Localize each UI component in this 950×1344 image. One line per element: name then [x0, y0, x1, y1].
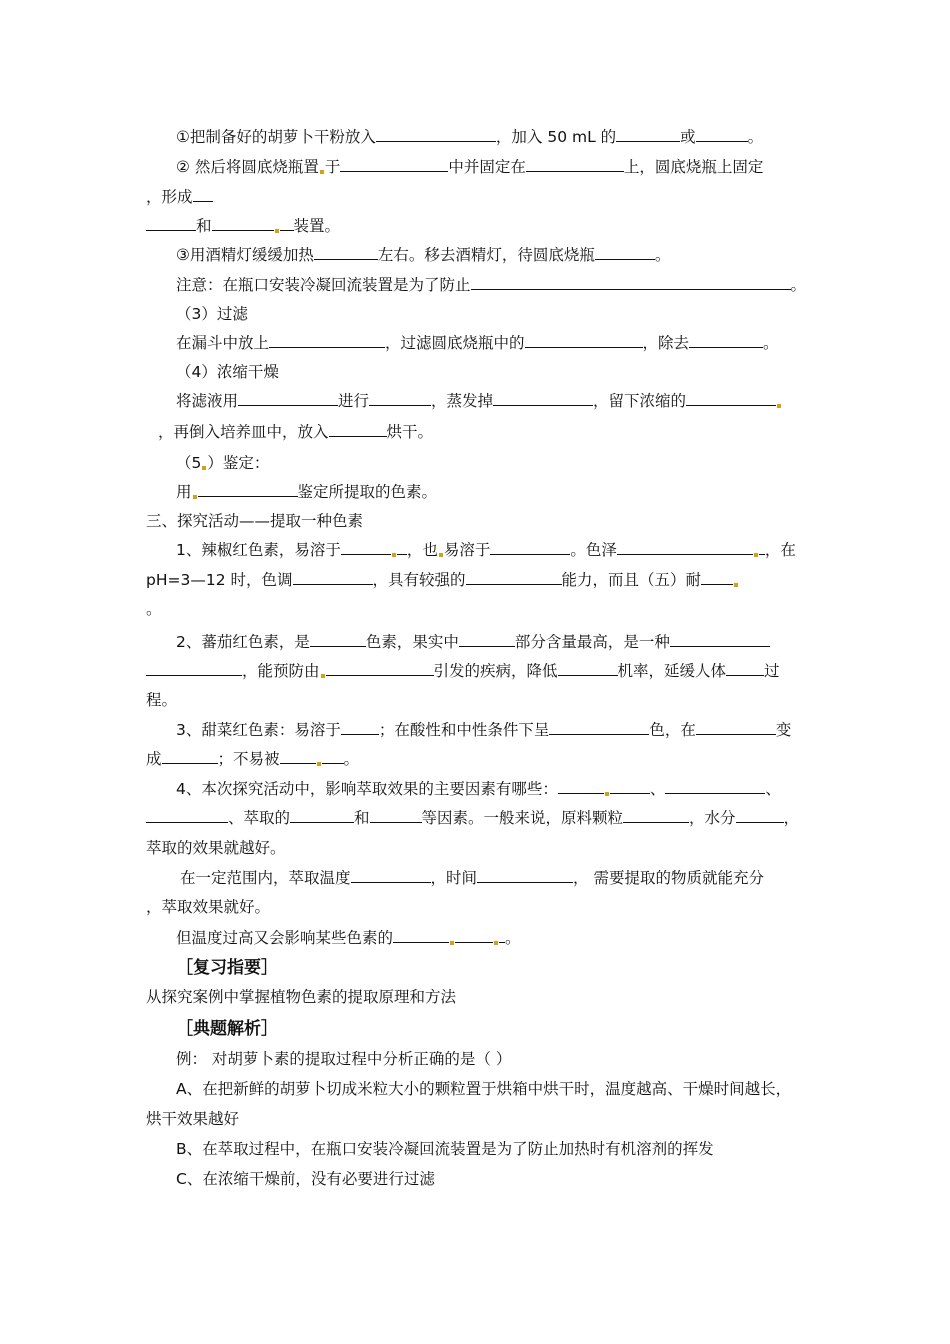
text-segment: 。	[343, 750, 360, 768]
fill-in-blank	[322, 748, 344, 764]
text-segment: ，再倒入培养皿中，放入	[158, 423, 329, 441]
mark-dot	[202, 466, 206, 470]
text-segment: 中并固定在	[448, 158, 526, 176]
text-segment: 三、探究活动——提取一种色素	[146, 512, 364, 530]
text-line	[176, 332, 779, 354]
fill-in-blank	[701, 569, 733, 585]
text-line	[176, 539, 796, 561]
text-segment: 烘干效果越好	[146, 1110, 240, 1128]
text-line	[146, 598, 162, 620]
text-segment: ，具有较强的	[372, 571, 466, 589]
text-segment: 等因素。一般来说，原料颗粒	[421, 809, 624, 827]
text-line	[176, 303, 248, 325]
text-line	[176, 126, 763, 148]
section-heading	[176, 1018, 278, 1040]
fill-in-blank	[314, 244, 378, 260]
fill-in-blank	[280, 215, 294, 231]
fill-in-blank	[340, 156, 448, 172]
fill-in-blank	[696, 126, 748, 142]
text-segment: 引发的疾病，降低	[433, 662, 558, 680]
text-segment: ［典题解析］	[176, 1019, 278, 1039]
text-line	[176, 361, 279, 383]
text-segment: ①把制备好的胡萝卜干粉放入	[176, 128, 376, 146]
text-segment: ② 然后将圆底烧瓶置	[176, 158, 319, 176]
text-segment: C、在浓缩干燥前，没有必要进行过滤	[176, 1170, 435, 1188]
text-segment: 能力，而且（五）耐	[561, 571, 702, 589]
fill-in-blank	[326, 660, 434, 676]
text-segment: 色，在	[649, 721, 696, 739]
text-segment: ；在酸性和中性条件下呈	[378, 721, 550, 739]
text-line	[146, 660, 780, 682]
fill-in-blank	[525, 332, 643, 348]
text-segment: 4、本次探究活动中，影响萃取效果的主要因素有哪些：	[176, 780, 558, 798]
text-segment: 部分含量最高，是一种	[514, 633, 670, 651]
fill-in-blank	[341, 719, 379, 735]
mark-dot	[777, 404, 781, 408]
text-segment: 和	[196, 217, 212, 235]
text-segment: ，加入 50 mL 的	[495, 128, 617, 146]
text-segment: ，时间	[430, 869, 478, 887]
text-line	[176, 244, 670, 266]
text-segment: 用	[176, 483, 192, 501]
text-segment: 。色泽	[570, 541, 617, 559]
text-segment: 程。	[146, 691, 178, 709]
text-segment: ， 需要提取的物质就能充分	[573, 869, 764, 887]
fill-in-blank	[665, 778, 765, 794]
text-segment: 。	[654, 246, 671, 264]
text-segment: （3）过滤	[176, 305, 248, 323]
fill-in-blank	[329, 421, 387, 437]
text-segment: ，在	[764, 541, 796, 559]
fill-in-blank	[558, 660, 618, 676]
fill-in-blank	[370, 807, 422, 823]
fill-in-blank	[369, 390, 431, 406]
text-segment: ，萃取效果就好。	[146, 898, 271, 916]
mark-dot	[392, 553, 396, 557]
text-line	[180, 867, 764, 889]
text-segment: ③用酒精灯缓缓加热	[176, 246, 314, 264]
fill-in-blank	[610, 778, 650, 794]
text-segment: 和	[354, 809, 370, 827]
text-line	[176, 452, 269, 474]
text-line	[176, 1048, 511, 1070]
text-segment: ，水分	[689, 809, 736, 827]
fill-in-blank	[393, 927, 449, 943]
text-segment: 鉴定所提取的色素。	[297, 483, 438, 501]
text-segment: ，也	[406, 541, 438, 559]
text-segment: 从探究案例中掌握植物色素的提取原理和方法	[146, 988, 457, 1006]
fill-in-blank	[351, 867, 431, 883]
mark-dot	[450, 941, 454, 945]
text-segment: 机率，延缓人体	[617, 662, 727, 680]
text-segment: 过	[764, 662, 780, 680]
text-segment: 在漏斗中放上	[176, 334, 270, 352]
mark-dot	[605, 792, 609, 796]
text-segment: 在一定范围内，萃取温度	[180, 869, 351, 887]
fill-in-blank	[490, 539, 570, 555]
mark-dot	[321, 674, 325, 678]
text-segment: ；不易被	[217, 750, 280, 768]
text-line	[176, 631, 770, 653]
text-segment: 色素，果实中	[365, 633, 459, 651]
fill-in-blank	[670, 631, 770, 647]
text-segment: 于	[324, 158, 341, 176]
section-heading	[176, 957, 278, 979]
fill-in-blank	[549, 719, 649, 735]
text-line	[146, 896, 270, 918]
fill-in-blank	[617, 539, 753, 555]
text-line	[146, 1108, 239, 1130]
fill-in-blank	[455, 927, 493, 943]
mark-dot	[734, 583, 738, 587]
text-segment: B、在萃取过程中，在瓶口安装冷凝回流装置是为了防止加热时有机溶剂的挥发	[176, 1140, 714, 1158]
mark-dot	[317, 762, 321, 766]
text-line	[176, 1078, 791, 1100]
mark-dot	[754, 553, 758, 557]
fill-in-blank	[623, 807, 689, 823]
fill-in-blank	[290, 807, 354, 823]
text-line	[176, 274, 806, 296]
fill-in-blank	[376, 126, 496, 142]
text-line	[176, 390, 782, 412]
fill-in-blank	[558, 778, 604, 794]
text-line	[146, 215, 340, 237]
text-line	[176, 927, 521, 949]
text-line	[176, 481, 437, 503]
text-segment: ，留下浓缩的	[593, 392, 687, 410]
text-segment: 但温度过高又会影响某些色素的	[176, 929, 394, 947]
text-segment: 将滤液用	[176, 392, 239, 410]
text-segment: 、萃取的	[228, 809, 291, 827]
text-line	[146, 837, 286, 859]
fill-in-blank	[466, 569, 562, 585]
fill-in-blank	[477, 867, 573, 883]
text-segment: 1、辣椒红色素，易溶于	[176, 541, 341, 559]
fill-in-blank	[493, 390, 593, 406]
text-segment: 成	[146, 750, 162, 768]
text-segment: 左右。移去酒精灯，待圆底烧瓶	[377, 246, 595, 264]
fill-in-blank	[162, 748, 218, 764]
fill-in-blank	[280, 748, 316, 764]
text-segment: ）鉴定：	[207, 454, 270, 472]
fill-in-blank	[146, 807, 228, 823]
text-line	[158, 421, 433, 443]
text-segment: 。	[763, 334, 779, 352]
fill-in-blank	[293, 569, 373, 585]
fill-in-blank	[397, 539, 407, 555]
text-line	[146, 510, 363, 532]
text-line	[176, 719, 791, 741]
mark-dot	[494, 941, 498, 945]
text-line	[146, 689, 177, 711]
text-segment: 、	[765, 780, 781, 798]
fill-in-blank	[459, 631, 515, 647]
text-segment: 、	[649, 780, 666, 798]
text-segment: 。	[146, 600, 162, 618]
fill-in-blank	[310, 631, 366, 647]
text-segment: ，能预防由	[242, 662, 320, 680]
fill-in-blank	[686, 390, 776, 406]
text-segment: ，	[783, 809, 800, 827]
fill-in-blank	[212, 215, 274, 231]
fill-in-blank	[595, 244, 655, 260]
fill-in-blank	[616, 126, 680, 142]
text-line	[176, 1168, 435, 1190]
fill-in-blank	[238, 390, 338, 406]
text-segment: （5	[176, 454, 202, 472]
mark-dot	[275, 229, 279, 233]
text-line	[146, 986, 456, 1008]
text-line	[176, 156, 763, 178]
text-segment: 变	[775, 721, 792, 739]
text-segment: 3、甜菜红色素：易溶于	[176, 721, 341, 739]
text-segment: 上，圆底烧瓶上固定	[623, 158, 764, 176]
text-segment: 进行	[338, 392, 370, 410]
text-segment: 例： 对胡萝卜素的提取过程中分析正确的是（ ）	[176, 1050, 512, 1068]
text-segment: 注意：在瓶口安装冷凝回流装置是为了防止	[176, 276, 471, 294]
fill-in-blank	[269, 332, 385, 348]
mark-dot	[320, 170, 324, 174]
fill-in-blank	[146, 660, 242, 676]
text-segment: 。	[505, 929, 521, 947]
text-segment: 。	[790, 276, 807, 294]
text-segment: pH=3—12 时，色调	[146, 571, 293, 589]
text-line	[176, 1138, 714, 1160]
text-segment: 。	[747, 128, 764, 146]
fill-in-blank	[696, 719, 776, 735]
text-segment: ，过滤圆底烧瓶中的	[385, 334, 525, 352]
mark-dot	[193, 495, 197, 499]
fill-in-blank	[726, 660, 764, 676]
fill-in-blank	[146, 215, 196, 231]
text-segment: 萃取的效果就越好。	[146, 839, 286, 857]
text-segment: 烘干。	[386, 423, 434, 441]
fill-in-blank	[341, 539, 391, 555]
text-segment: 易溶于	[443, 541, 491, 559]
text-segment: A、在把新鲜的胡萝卜切成米粒大小的颗粒置于烘箱中烘干时，温度越高、干燥时间越长，	[176, 1080, 792, 1098]
fill-in-blank	[198, 481, 298, 497]
fill-in-blank	[526, 156, 624, 172]
text-segment: （4）浓缩干燥	[176, 363, 279, 381]
text-line	[146, 569, 739, 591]
mark-dot	[439, 553, 443, 557]
fill-in-blank	[193, 186, 213, 202]
text-segment: 装置。	[293, 217, 341, 235]
text-segment: ，除去	[642, 334, 690, 352]
text-segment: 或	[680, 128, 696, 146]
text-line	[146, 186, 213, 208]
fill-in-blank	[689, 332, 763, 348]
text-segment: ［复习指要］	[176, 958, 278, 978]
text-line	[146, 748, 359, 770]
text-segment: ，形成	[146, 188, 193, 206]
fill-in-blank	[471, 274, 791, 290]
text-line	[146, 807, 799, 829]
text-segment: 2、蕃茄红色素，是	[176, 633, 310, 651]
text-segment: ，蒸发掉	[431, 392, 494, 410]
fill-in-blank	[736, 807, 784, 823]
text-line	[176, 778, 781, 800]
